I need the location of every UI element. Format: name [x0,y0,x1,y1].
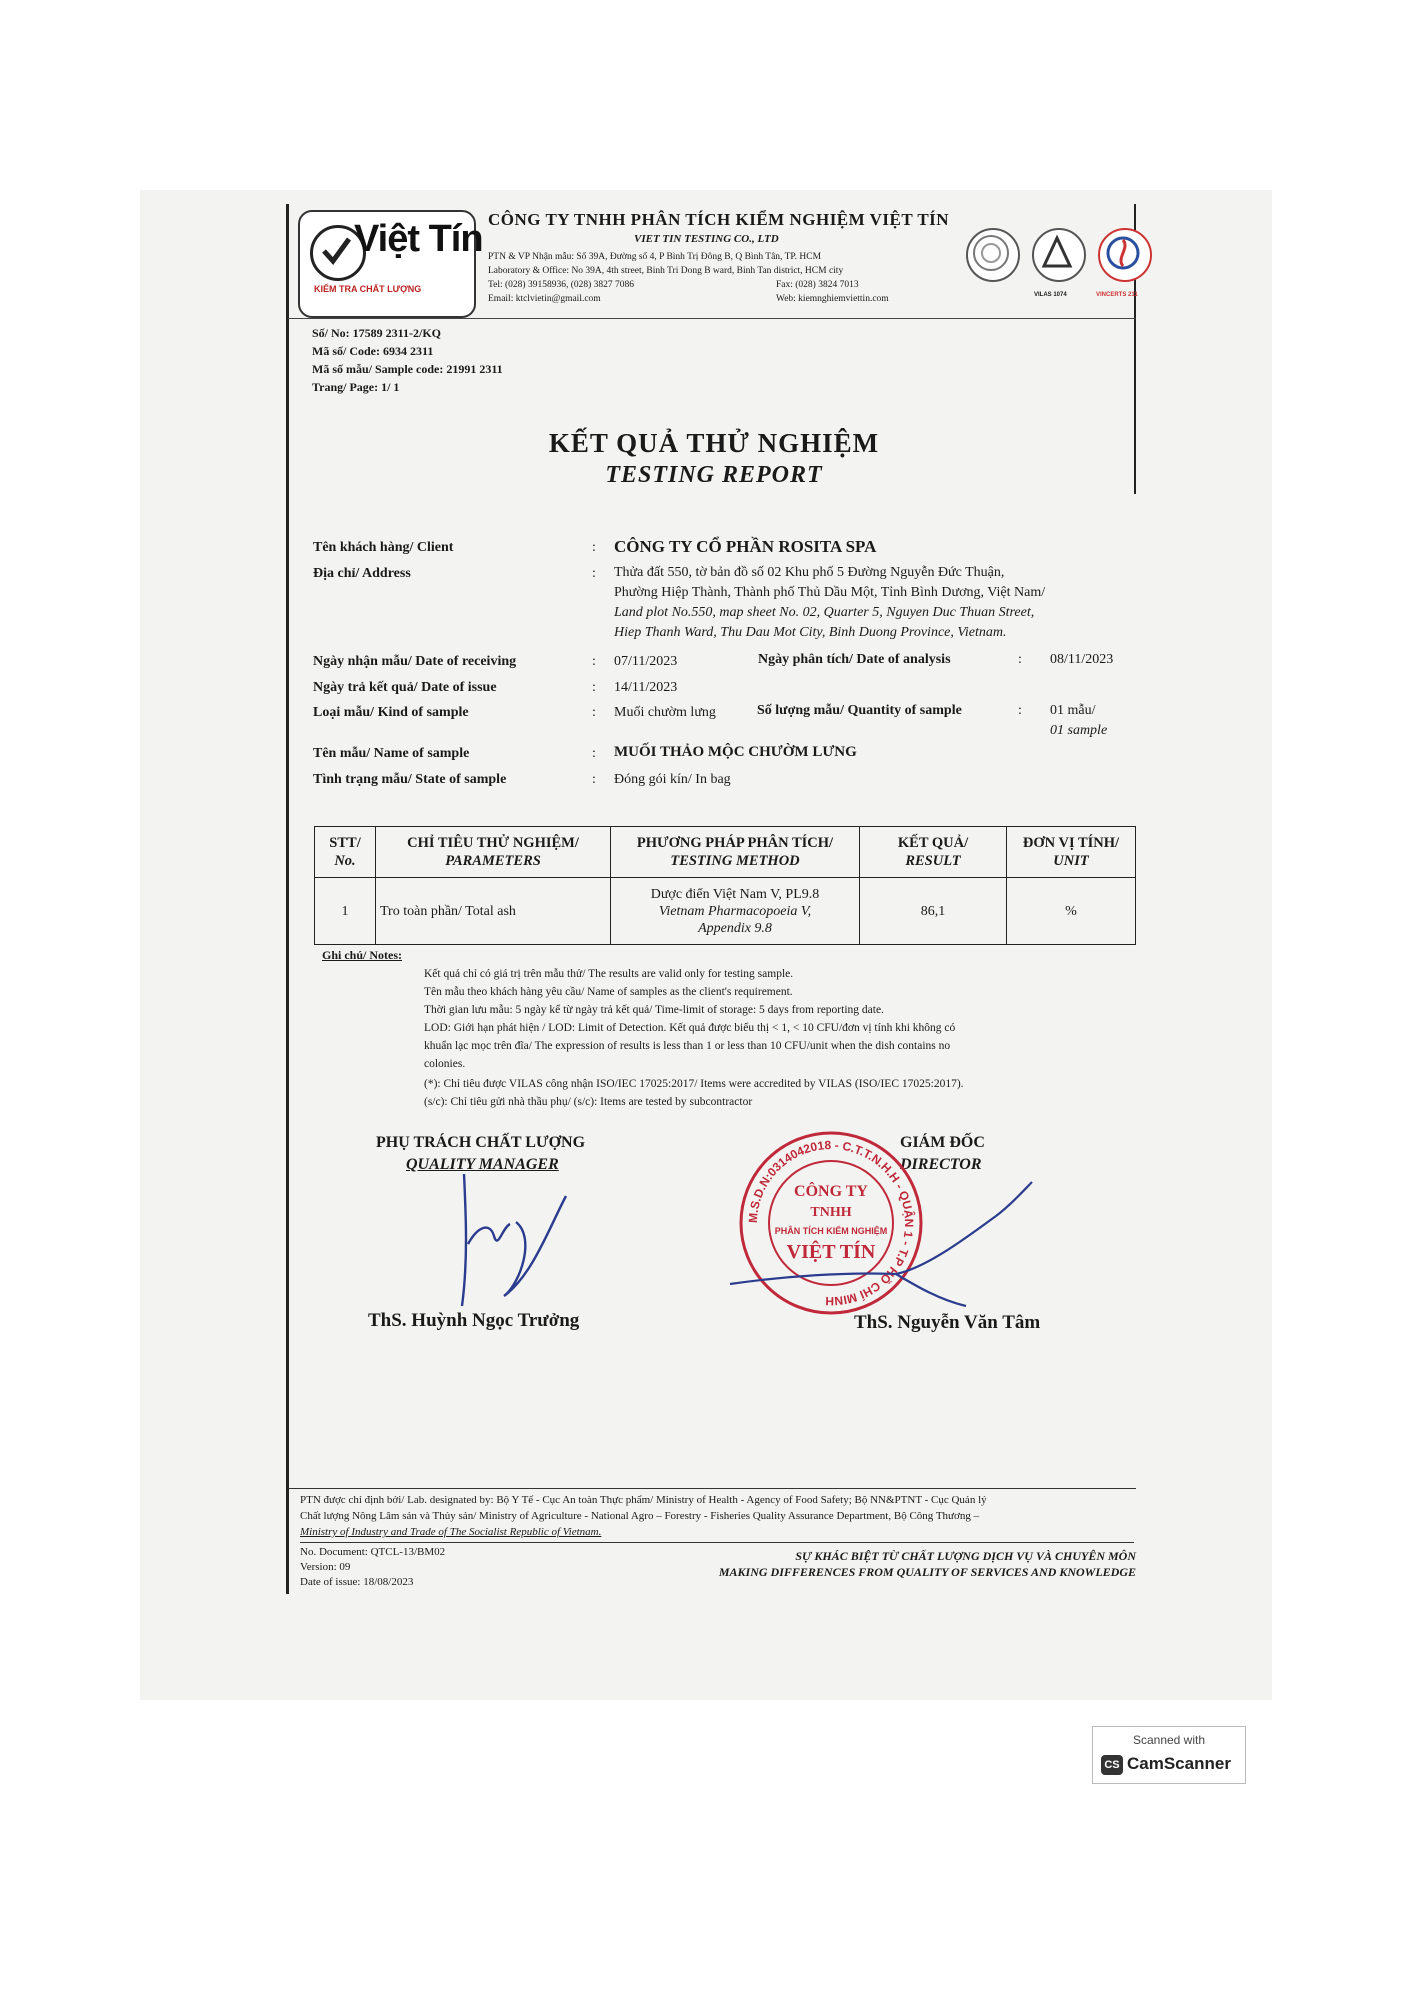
document-number: No. Document: QTCL-13/BM02 [300,1546,446,1558]
table-header-row [315,827,1136,878]
colon: : [1018,703,1022,718]
camscanner-badge [1092,1726,1246,1784]
telephone: Tel: (028) 39158936, (028) 3827 7086 [488,280,635,290]
header-no: STT/ No. [315,827,376,878]
director-title-en: DIRECTOR [900,1156,982,1173]
report-title-en: TESTING REPORT [605,462,823,488]
sample-name: MUỐI THẢO MỘC CHƯỜM LƯNG [614,744,857,760]
vilas-label: VILAS 1074 [1034,292,1067,298]
logo-name: Việt Tín [354,218,483,260]
designation-line: Chất lượng Nông Lâm sản và Thủy sản/ Ministry of Agriculture - National Agro – Forestry - Fisheries Quality Assurance Department, Bộ Công Thương – [300,1510,980,1522]
note-line: khuẩn lạc mọc trên đĩa/ The expression of results is less than 1 or less than 10 CFU/unit when the dish contains no [424,1040,951,1052]
fax: Fax: (028) 3824 7013 [776,280,859,290]
quality-manager-title-en: QUALITY MANAGER [406,1156,559,1173]
footer-rule [288,1488,1136,1489]
camscanner-brand: CamScanner [1127,1754,1231,1773]
note-line: (*): Chỉ tiêu được VILAS công nhận ISO/IEC 17025:2017/ Items were accredited by VILAS (ISO/IEC 17025:2017). [424,1078,964,1090]
svg-text:TNHH: TNHH [810,1205,852,1220]
header-parameters: CHỈ TIÊU THỬ NGHIỆM/ PARAMETERS [376,827,611,878]
scanned-page-background [140,190,1272,1700]
svg-text:PHÂN TÍCH KIỂM NGHIỆM: PHÂN TÍCH KIỂM NGHIỆM [774,1226,888,1236]
header-unit: ĐƠN VỊ TÍNH/ UNIT [1007,827,1136,878]
page-number: Trang/ Page: 1/ 1 [312,380,400,394]
note-line: colonies. [424,1058,466,1070]
colon: : [592,654,596,669]
analysis-date-label: Ngày phân tích/ Date of analysis [758,652,951,667]
note-line: Tên mẫu theo khách hàng yêu cầu/ Name of samples as the client's requirement. [424,986,793,998]
report-number: Số/ No: 17589 2311-2/KQ [312,326,442,340]
receiving-date-label: Ngày nhận mẫu/ Date of receiving [313,654,517,669]
director-signature [726,1160,1036,1320]
table-row [315,878,1136,945]
motto-en: MAKING DIFFERENCES FROM QUALITY OF SERVICES AND KNOWLEDGE [718,1565,1136,1579]
colon: : [592,540,596,555]
colon: : [592,772,596,787]
sample-state-label: Tình trạng mẫu/ State of sample [313,772,507,787]
svg-text:CÔNG TY: CÔNG TY [794,1183,868,1200]
header-method: PHƯƠNG PHÁP PHÂN TÍCH/ TESTING METHOD [611,827,860,878]
iso-badge-icon [966,228,1020,282]
issue-date-label: Ngày trả kết quả/ Date of issue [313,680,497,695]
camscanner-logo-icon: CS [1101,1755,1123,1775]
director-title-vi: GIÁM ĐỐC [900,1134,985,1151]
colon: : [592,566,596,581]
receiving-date: 07/11/2023 [614,654,678,669]
vilas-badge-icon [1032,228,1086,282]
code: Mã số/ Code: 6934 2311 [312,344,434,358]
header-rule [288,318,1136,319]
cell-unit: % [1007,878,1136,945]
company-name-en: VIET TIN TESTING CO., LTD [634,233,779,245]
sample-name-label: Tên mẫu/ Name of sample [313,746,470,761]
document-version: Version: 09 [300,1561,351,1573]
left-border-line [286,204,289,1594]
cell-method: Dược điển Việt Nam V, PL9.8 Vietnam Pharmacopoeia V, Appendix 9.8 [611,878,860,945]
footer-rule [300,1542,1134,1543]
address-line: Hiep Thanh Ward, Thu Dau Mot City, Binh Duong Province, Vietnam. [614,625,1007,640]
note-line: (s/c): Chỉ tiêu gửi nhà thầu phụ/ (s/c): Items are tested by subcontractor [424,1096,753,1108]
scanned-with-text: Scanned with [1132,1733,1206,1747]
address-line-vi: PTN & VP Nhận mẫu: Số 39A, Đường số 4, P Bình Trị Đông B, Q Bình Tân, TP. HCM [488,252,822,262]
cell-parameter: Tro toàn phần/ Total ash [376,878,611,945]
website: Web: kiemnghiemviettin.com [776,294,889,304]
colon: : [592,705,596,720]
email: Email: ktclvietin@gmail.com [488,294,601,304]
colon: : [592,680,596,695]
sample-code: Mã số mẫu/ Sample code: 21991 2311 [312,362,503,376]
logo-tagline: KIỂM TRA CHẤT LƯỢNG [314,284,422,294]
svg-text:M.S.D.N:0314042018 - C.T.T.N.H: M.S.D.N:0314042018 - C.T.T.N.H.H - QUẬN 1 - T.P HỒ CHÍ MINH [745,1137,917,1309]
quantity-en: 01 sample [1050,723,1108,738]
address-line: Land plot No.550, map sheet No. 02, Quarter 5, Nguyen Duc Thuan Street, [614,605,1035,620]
cell-no: 1 [315,878,376,945]
issue-date: 14/11/2023 [614,680,678,695]
quality-manager-name: ThS. Huỳnh Ngọc Trưởng [368,1310,580,1331]
address-line: Phường Hiệp Thành, Thành phố Thủ Dầu Một, Tỉnh Bình Dương, Việt Nam/ [614,585,1046,600]
designation-line: Ministry of Industry and Trade of The Socialist Republic of Vietnam. [300,1526,602,1538]
client-label: Tên khách hàng/ Client [313,540,454,555]
address-line-en: Laboratory & Office: No 39A, 4th street, Binh Tri Dong B ward, Binh Tan district, HCM city [488,266,844,276]
quantity-vi: 01 mẫu/ [1050,703,1096,718]
address-label: Địa chỉ/ Address [313,566,411,581]
quality-manager-signature [446,1166,576,1316]
designation-line: PTN được chỉ định bởi/ Lab. designated by: Bộ Y Tế - Cục An toàn Thực phẩm/ Ministry of Health - Agency of Food Safety; Bộ NN&PTNT - Cục Quản lý [300,1494,987,1506]
note-line: LOD: Giới hạn phát hiện / LOD: Limit of Detection. Kết quả được biểu thị < 1, < 10 CFU/đơn vị tính khi không có [424,1022,956,1034]
colon: : [592,746,596,761]
vincerts-badge-icon [1098,228,1152,282]
kind-of-sample: Muối chườm lưng [614,705,716,720]
notes-title: Ghi chú/ Notes: [322,948,403,962]
svg-text:VIỆT TÍN: VIỆT TÍN [786,1241,876,1263]
client-name: CÔNG TY CỔ PHẦN ROSITA SPA [614,537,877,556]
header-result: KẾT QUẢ/ RESULT [860,827,1007,878]
analysis-date: 08/11/2023 [1050,652,1114,667]
results-table [314,826,1136,945]
company-name-vi: CÔNG TY TNHH PHÂN TÍCH KIỂM NGHIỆM VIỆT TÍN [488,210,950,229]
sample-state: Đóng gói kín/ In bag [614,772,731,787]
report-title-vi: KẾT QUẢ THỬ NGHIỆM [548,428,880,458]
kind-label: Loại mẫu/ Kind of sample [313,705,469,720]
client-address [614,563,1045,643]
quality-manager-title-vi: PHỤ TRÁCH CHẤT LƯỢNG [376,1134,586,1151]
quantity-label: Số lượng mẫu/ Quantity of sample [757,703,962,718]
motto-vi: SỰ KHÁC BIỆT TỪ CHẤT LƯỢNG DỊCH VỤ VÀ CHUYÊN MÔN [795,1549,1136,1563]
note-line: Thời gian lưu mẫu: 5 ngày kể từ ngày trả kết quả/ Time-limit of storage: 5 days from reporting date. [424,1004,884,1016]
address-line: Thửa đất 550, tờ bản đồ số 02 Khu phố 5 Đường Nguyễn Đức Thuận, [614,565,1005,580]
vincerts-label: VINCERTS 211 [1096,292,1138,298]
director-name: ThS. Nguyễn Văn Tâm [854,1312,1041,1333]
colon: : [1018,652,1022,667]
note-line: Kết quả chỉ có giá trị trên mẫu thử/ The results are valid only for testing sample. [424,968,794,980]
document-date: Date of issue: 18/08/2023 [300,1576,414,1588]
cell-result: 86,1 [860,878,1007,945]
